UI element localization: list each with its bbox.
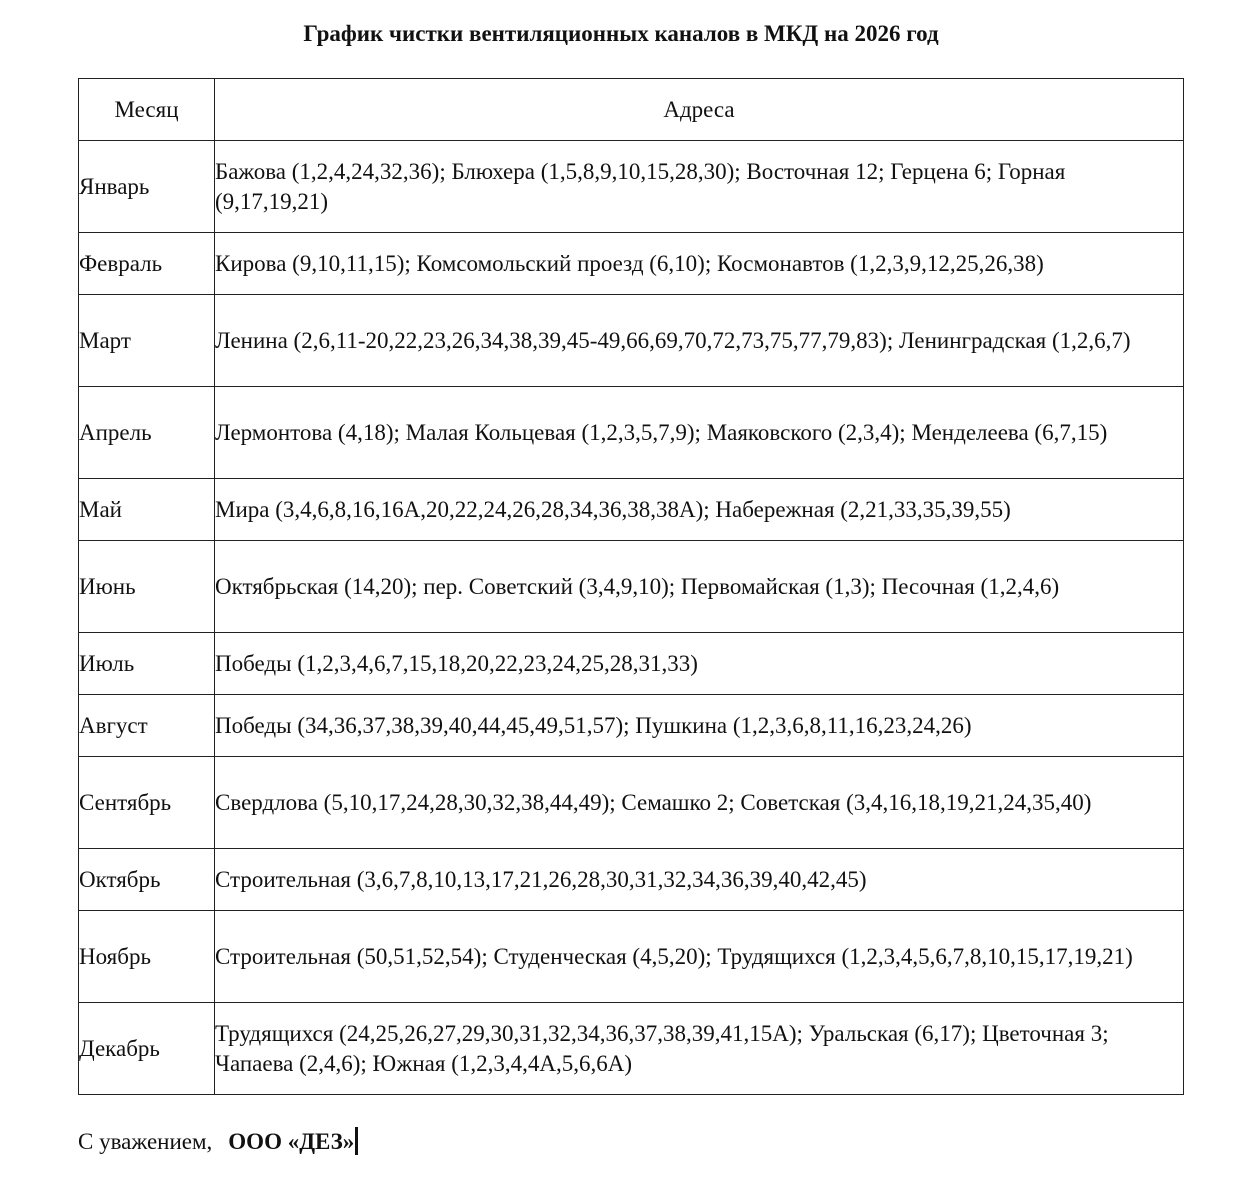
table-row <box>79 387 1184 479</box>
document-title: График чистки вентиляционных каналов в МКД на 2026 год <box>303 21 939 46</box>
table-row <box>79 695 1184 757</box>
table-row <box>79 633 1184 695</box>
addresses-column-header: Адреса <box>215 79 1184 141</box>
schedule-table <box>78 78 1184 1095</box>
month-cell: Июль <box>79 633 215 695</box>
table-row <box>79 541 1184 633</box>
signature-line[interactable] <box>78 1126 358 1158</box>
organization-name: ООО «ДЕЗ» <box>228 1129 355 1154</box>
month-cell: Август <box>79 695 215 757</box>
month-cell: Май <box>79 479 215 541</box>
addresses-cell: Ленина (2,6,11-20,22,23,26,34,38,39,45-49,66,69,70,72,73,75,77,79,83); Ленинградская (1,2,6,7) <box>215 295 1184 387</box>
addresses-cell: Октябрьская (14,20); пер. Советский (3,4,9,10); Первомайская (1,3); Песочная (1,2,4,6) <box>215 541 1184 633</box>
addresses-cell: Победы (34,36,37,38,39,40,44,45,49,51,57); Пушкина (1,2,3,6,8,11,16,23,24,26) <box>215 695 1184 757</box>
month-cell: Февраль <box>79 233 215 295</box>
table-row <box>79 141 1184 233</box>
month-cell: Октябрь <box>79 849 215 911</box>
addresses-cell: Трудящихся (24,25,26,27,29,30,31,32,34,36,37,38,39,41,15А); Уральская (6,17); Цветочная 3; Чапаева (2,4,6); Южная (1,2,3,4,4А,5,6,6А) <box>215 1003 1184 1095</box>
addresses-cell: Свердлова (5,10,17,24,28,30,32,38,44,49); Семашко 2; Советская (3,4,16,18,19,21,24,35,40) <box>215 757 1184 849</box>
month-cell: Июнь <box>79 541 215 633</box>
table-header-row <box>79 79 1184 141</box>
text-cursor <box>355 1127 358 1155</box>
addresses-cell: Кирова (9,10,11,15); Комсомольский проезд (6,10); Космонавтов (1,2,3,9,12,25,26,38) <box>215 233 1184 295</box>
addresses-cell: Лермонтова (4,18); Малая Кольцевая (1,2,3,5,7,9); Маяковского (2,3,4); Менделеева (6,7,15) <box>215 387 1184 479</box>
month-column-header: Месяц <box>79 79 215 141</box>
table-row <box>79 479 1184 541</box>
month-cell: Декабрь <box>79 1003 215 1095</box>
table-row <box>79 757 1184 849</box>
table-row <box>79 1003 1184 1095</box>
month-cell: Сентябрь <box>79 757 215 849</box>
addresses-cell: Строительная (50,51,52,54); Студенческая (4,5,20); Трудящихся (1,2,3,4,5,6,7,8,10,15,17,19,21) <box>215 911 1184 1003</box>
addresses-cell: Мира (3,4,6,8,16,16А,20,22,24,26,28,34,36,38,38А); Набережная (2,21,33,35,39,55) <box>215 479 1184 541</box>
month-cell: Январь <box>79 141 215 233</box>
table-row <box>79 849 1184 911</box>
month-cell: Март <box>79 295 215 387</box>
addresses-cell: Бажова (1,2,4,24,32,36); Блюхера (1,5,8,9,10,15,28,30); Восточная 12; Герцена 6; Горная (9,17,19,21) <box>215 141 1184 233</box>
table-row <box>79 911 1184 1003</box>
addresses-cell: Победы (1,2,3,4,6,7,15,18,20,22,23,24,25,28,31,33) <box>215 633 1184 695</box>
greeting-text: С уважением, <box>78 1129 213 1154</box>
addresses-cell: Строительная (3,6,7,8,10,13,17,21,26,28,30,31,32,34,36,39,40,42,45) <box>215 849 1184 911</box>
month-cell: Ноябрь <box>79 911 215 1003</box>
table-row <box>79 295 1184 387</box>
table-row <box>79 233 1184 295</box>
month-cell: Апрель <box>79 387 215 479</box>
